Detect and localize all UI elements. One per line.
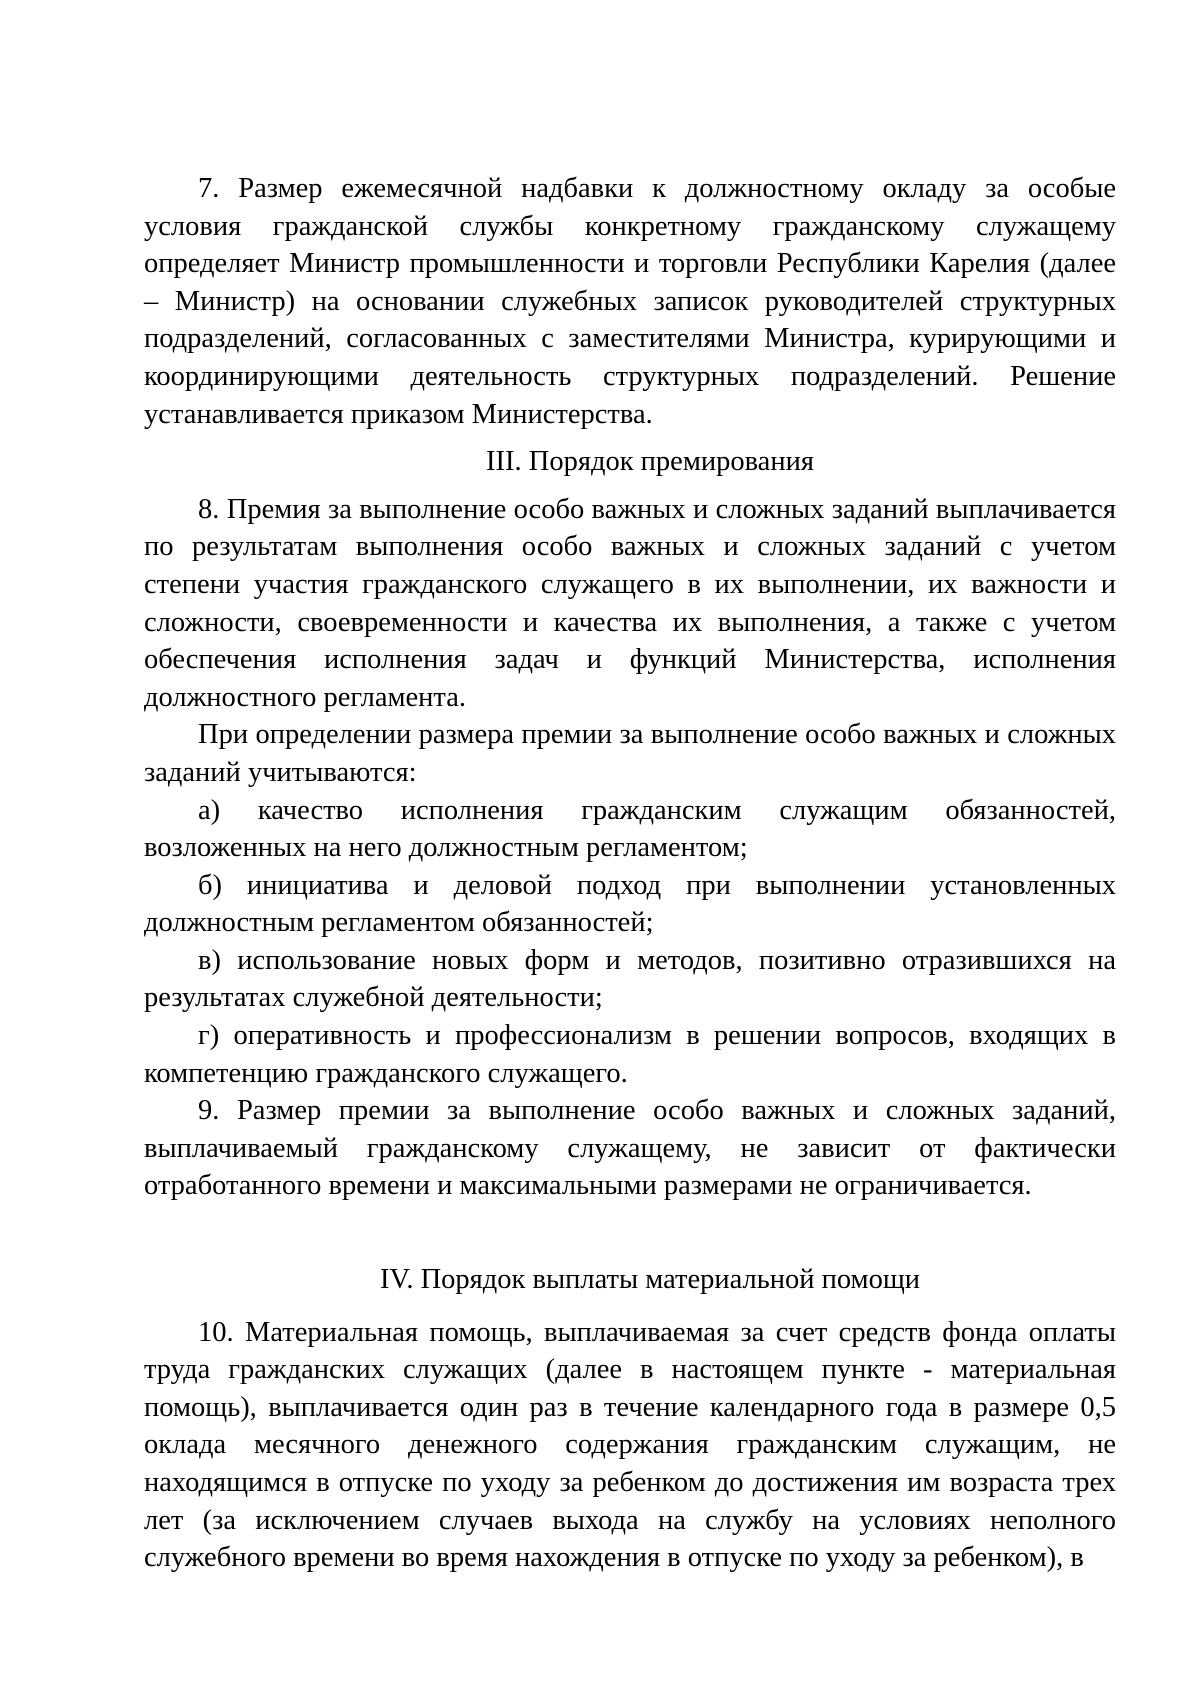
paragraph-7: 7. Размер ежемесячной надбавки к должностному окладу за особые условия гражданской службы конкретному гражданскому служащему определяет Министр промышленности и торговли Республики Карелия (далее – Министр) на основании служебных записок руководителей структурных подразделений, согласованных с заместителями Министра, курирующими и координирующими деятельность структурных подразделений. Решение устанавливается приказом Министерства.: [144, 173, 1116, 430]
criterion-v: в) использование новых форм и методов, позитивно отразившихся на результатах служебной деятельности;: [144, 944, 1116, 1014]
paragraph-8: 8. Премия за выполнение особо важных и сложных заданий выплачивается по результатам выполнения особо важных и сложных заданий с учетом степени участия гражданского служащего в их выполнении, их важности и сложности, своевременности и качества их выполнения, а также с учетом обеспечения исполнения задач и функций Министерства, исполнения должностного регламента.: [144, 493, 1116, 713]
section-4-heading: IV. Порядок выплаты материальной помощи: [379, 1264, 921, 1296]
paragraph-10: 10. Материальная помощь, выплачиваемая за счет средств фонда оплаты труда гражданских служащих (далее в настоящем пункте - материальная помощь), выплачивается один раз в течение календарного года в размере 0,5 оклада месячного денежного содержания гражданским служащим, не находящимся в отпуске по уходу за ребенком до достижения им возраста трех лет (за исключением случаев выхода на службу на условиях неполного служебного времени во время нахождения в отпуске по уходу за ребенком), в: [144, 1316, 1116, 1574]
criterion-g: г) оперативность и профессионализм в решении вопросов, входящих в компетенцию гражданского служащего.: [144, 1020, 1116, 1089]
paragraph-8-criteria-intro: При определении размера премии за выполнение особо важных и сложных заданий учитываются:: [144, 719, 1116, 788]
criterion-a: а) качество исполнения гражданским служащим обязанностей, возложенных на него должностным регламентом;: [144, 794, 1116, 864]
criterion-b: б) инициатива и деловой подход при выполнении установленных должностным регламентом обязанностей;: [144, 869, 1116, 939]
paragraph-9: 9. Размер премии за выполнение особо важных и сложных заданий, выплачиваемый гражданскому служащему, не зависит от фактически отработанного времени и максимальными размерами не ограничивается.: [144, 1095, 1116, 1202]
section-3-heading: III. Порядок премирования: [486, 446, 814, 478]
